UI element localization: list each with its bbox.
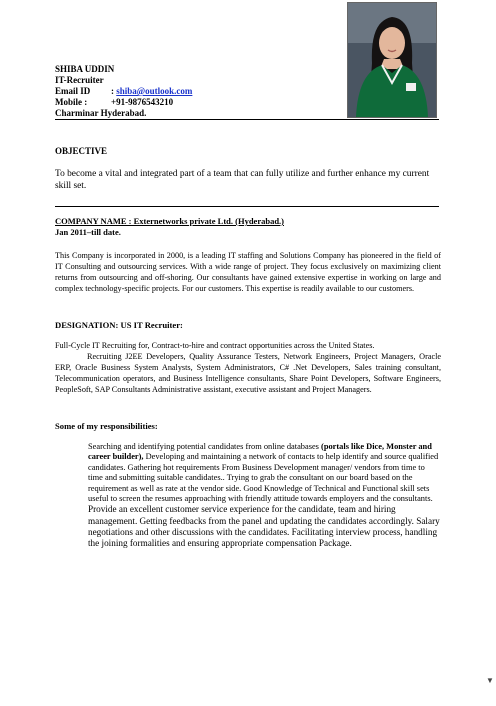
profile-photo xyxy=(347,2,437,118)
mobile-label: Mobile : xyxy=(55,97,88,107)
location: Charminar Hyderabad. xyxy=(55,108,147,118)
responsibility-paragraph-1 xyxy=(88,442,440,504)
designation-line: Full-Cycle IT Recruiting for, Contract-to-hire and contract opportunities across the United States. xyxy=(55,341,375,350)
responsibility-paragraph-2: Provide an excellent customer service experience for the candidate, team and hiring management. Getting feedbacks from the panel and updating the candidates accordingly. Salary negotiations and other discussions with the candidates. Facilitating interview process, handling the joining formalities and ensuring appropriate compensation Package. xyxy=(88,504,440,549)
responsibilities-text xyxy=(88,442,440,550)
resp-text-a: Searching and identifying potential candidates from online databases xyxy=(88,442,322,451)
employment-dates: Jan 2011–till date. xyxy=(55,227,121,237)
company-name: COMPANY NAME : Externetworks private Ltd. (Hyderabad.) xyxy=(55,216,284,226)
mobile-value: +91-9876543210 xyxy=(111,97,174,107)
email-label: Email ID xyxy=(55,86,91,96)
objective-text: To become a vital and integrated part of a team that can fully utilize and further enhance my current skill set. xyxy=(55,169,430,191)
objective-heading: OBJECTIVE xyxy=(55,146,108,156)
scroll-down-icon[interactable]: ▼ xyxy=(486,676,494,685)
objective-divider xyxy=(55,206,439,207)
resp-text-b: Developing and maintaining a network of contacts to help identify and source qualified candidates. Gathering hot requirements From Business Development manager/ vendors from time to time and submitting suitable candidates.. Trying to grab the consultant on our board based on the requirement as well as rate at the vendor side. Good Knowledge of Technical and Functional skill sets useful to screen the resumes approaching with friendly attitude towards employers and the consultants. xyxy=(88,452,439,504)
designation-body: Recruiting J2EE Developers, Quality Assurance Testers, Network Engineers, Project Managers, Oracle ERP, Oracle Business System Analysts, System Administrators, C# .Net Developers, Sales training consultant, Telecommunication operators, and Business Intelligence consultants, Share Point Developers, Software Engineers, PeopleSoft, SAP Consultants Administrative assistant, executive assistant and Project Managers. xyxy=(55,352,441,394)
profile-photo-image xyxy=(348,3,436,117)
mobile-row xyxy=(55,97,192,108)
responsibilities-heading: Some of my responsibilities: xyxy=(55,421,158,431)
email-colon: : xyxy=(111,86,117,96)
candidate-role: IT-Recruiter xyxy=(55,75,104,85)
company-block xyxy=(55,216,284,238)
company-description: This Company is incorporated in 2000, is a leading IT staffing and Solutions Company has pioneered in the field of IT Consulting and outsourcing services. With a wide range of project. They focus exclusively on maximizing client returns from outsourcing and off-shoring. Our consultants have gained extensive expertise in working on large and complex technology-specific projects. For our customers. This expertise is readily available to our customers. xyxy=(55,251,441,293)
designation-body-wrap xyxy=(55,351,441,395)
contact-block xyxy=(55,64,192,119)
candidate-name: SHIBA UDDIN xyxy=(55,64,115,74)
email-link[interactable]: shiba@outlook.com xyxy=(116,86,193,96)
designation-text xyxy=(55,340,441,395)
email-row xyxy=(55,86,192,97)
header-divider xyxy=(55,119,439,120)
resp-portals: (portals like Dice, Monster and career builder), xyxy=(88,442,432,462)
designation-heading: DESIGNATION: US IT Recruiter: xyxy=(55,320,183,330)
